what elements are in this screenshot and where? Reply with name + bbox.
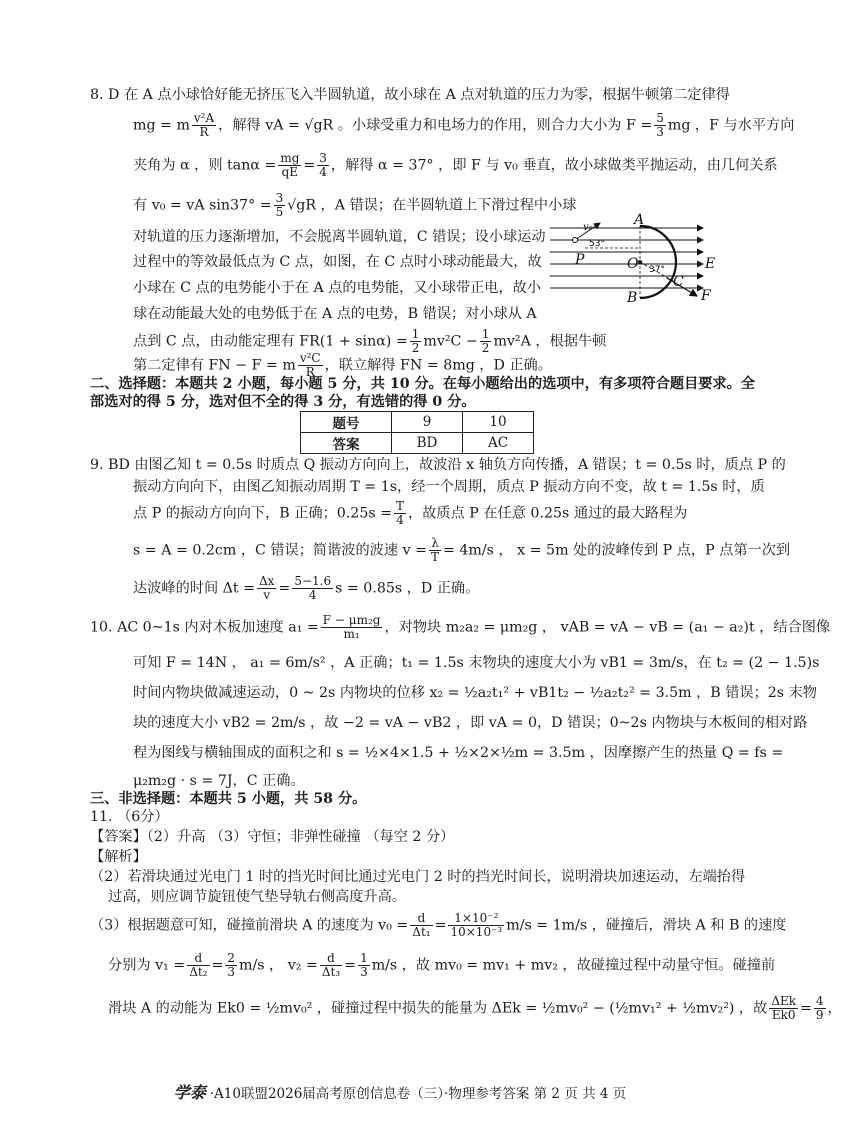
q8-line3: 夹角为 α ，则 tanα = $\frac{mg}{qE}$ = $\frac{3}{4}$ ，解得 α = 37° ，即 F 与 v₀ 垂直，故小球做类平抛运动，由几何关系 <box>133 151 778 179</box>
label-C: C <box>673 274 684 290</box>
table-header: 题号 <box>301 412 392 433</box>
fraction: $\frac{\text{v²A}}{R}$ <box>193 111 215 139</box>
label-A: A <box>634 212 645 228</box>
label-angle2: 37° <box>649 265 665 275</box>
table-cell: 10 <box>463 412 534 433</box>
label-angle1: 53° <box>589 239 605 249</box>
fraction: $\frac{1}{3}$ <box>360 951 368 979</box>
footer-text: ·A10联盟2026届高考原创信息卷（三）·物理参考答案 第 2 页 共 4 页 <box>209 1086 627 1102</box>
fraction: $\frac{4}{9}$ <box>815 994 824 1022</box>
table-row <box>301 433 534 454</box>
q8-line4: 有 v₀ = vA sin37° = $\frac{3}{5}$ √gR ，A 错误；在半圆轨道上下滑过程中小球 <box>133 191 577 219</box>
fraction: $\frac{d}{\text{Δt₁}}$ <box>412 911 431 939</box>
label-E: E <box>705 256 716 272</box>
q10-line3: 时间内物块做减速运动，0 ~ 2s 内物块的位移 x₂ = ½a₂t₁² + vB1t₂ − ½a₂t₂² = 3.5m ，B 错误；2s 末物 <box>133 685 817 701</box>
label-O: O <box>627 256 639 272</box>
fraction: $\frac{2}{3}$ <box>227 951 236 979</box>
fraction: $\frac{\text{1×10⁻²}}{\text{10×10⁻³}}$ <box>450 911 503 939</box>
label-v0: v₀ <box>583 222 593 233</box>
q8-line10: 第二定律有 FN − F = m $\frac{\text{v²C}}{R}$ ，联立解得 FN = 8mg ，D 正确。 <box>133 351 552 379</box>
page-footer <box>0 1080 800 1103</box>
fraction: $\frac{3}{4}$ <box>319 151 327 179</box>
section3-title: 三、非选择题：本题共 5 小题，共 58 分。 <box>90 791 367 807</box>
q11-line6: （3）根据题意可知，碰撞前滑块 A 的速度为 v₀ = $\frac{d}{\text{Δt₁}}$ = $\frac{\text{1×10⁻²}}{\text{10×10⁻³}}$ m/s = 1m/s ，碰撞后，滑块 A 和 B 的速度 <box>90 911 787 939</box>
table-cell: AC <box>463 433 534 454</box>
q10-line1: 10. AC 0~1s 内对木板加速度 a₁ = $\frac{\text{F − μm₂g}}{\text{m₁}}$ ，对物块 m₂a₂ = μm₂g ， vAB = vA − vB = (a₁ − a₂)t ，结合图像 <box>90 613 831 641</box>
q8-line9: 点到 C 点，由动能定理有 FR(1 + sinα) = $\frac{1}{2}$ mv²C − $\frac{1}{2}$ mv²A ，根据牛顿 <box>133 327 607 355</box>
table-cell: 9 <box>392 412 463 433</box>
fraction: $\frac{\lambda}{T}$ <box>430 536 439 564</box>
label-F: F <box>701 288 711 304</box>
fraction: $\frac{d}{\text{Δt₂}}$ <box>189 951 208 979</box>
q11-answer: 【答案】（2）升高 （3）守恒；非弹性碰撞 （每空 2 分） <box>90 829 455 845</box>
table-row <box>301 412 534 433</box>
q9-line4: s = A = 0.2cm ，C 错误；简谐波的波速 v = $\frac{\lambda}{T}$ = 4m/s ， x = 5m 处的波峰传到 P 点，P 点第一次到 <box>133 536 791 564</box>
fraction: $\frac{T}{4}$ <box>396 499 405 527</box>
publisher-logo: 学泰 <box>173 1083 206 1102</box>
q10-line4: 块的速度大小 vB2 = 2m/s ，故 −2 = vA − vB2 ，即 vA = 0，D 错误；0~2s 内物块与木板间的相对路 <box>133 715 808 731</box>
q11-line4: （2）若滑块通过光电门 1 时的挡光时间比通过光电门 2 时的挡光时间长，说明滑块加速运动，左端抬得 <box>90 869 746 885</box>
q8-line2: mg = m $\frac{\text{v²A}}{R}$ ，解得 vA = √gR 。小球受重力和电场力的作用，则合力大小为 F = $\frac{5}{3}$ mg ，F 与水平方向 <box>133 111 795 139</box>
q10-line5: 程为图线与横轴围成的面积之和 s = ½×4×1.5 + ½×2×½m = 3.5m ，因摩擦产生的热量 Q = fs = <box>133 745 784 761</box>
label-P: P <box>575 252 585 268</box>
q11-analysis-label: 【解析】 <box>90 849 147 865</box>
fraction: $\frac{mg}{qE}$ <box>280 151 300 179</box>
q8-line1: 8. D 在 A 点小球恰好能无挤压飞入半圆轨道，故小球在 A 点对轨道的压力为零，根据牛顿第二定律得 <box>90 87 730 103</box>
semicircle-track <box>640 226 676 298</box>
fraction: $\frac{5-1.6}{4}$ <box>294 574 332 602</box>
q8-line8: 球在动能最大处的电势低于在 A 点的电势，B 错误；对小球从 A <box>133 306 537 322</box>
field-diagram <box>545 212 720 310</box>
fraction: $\frac{\Delta x}{v}$ <box>258 574 275 602</box>
q9-line5: 达波峰的时间 Δt = $\frac{\Delta x}{v}$ = $\frac{5-1.6}{4}$ s = 0.85s ，D 正确。 <box>133 574 480 602</box>
q11-line5: 过高，则应调节旋钮使气垫导轨右侧高度升高。 <box>108 889 406 905</box>
table-cell: BD <box>392 433 463 454</box>
fraction: $\frac{\text{F − μm₂g}}{\text{m₁}}$ <box>322 613 381 641</box>
section2-line1: 二、选择题：本题共 2 小题，每小题 5 分，共 10 分。在每小题给出的选项中，有多项符合题目要求。全 <box>90 376 756 392</box>
fraction: $\frac{3}{5}$ <box>275 191 284 219</box>
q11-line8: 滑块 A 的动能为 Ek0 = ½mv₀² ，碰撞过程中损失的能量为 ΔEk = ½mv₀² − (½mv₁² + ½mv₂²) ，故 $\frac{\text{ΔEk}}{Ek0}$ = $\frac{4}{9}$ ， <box>108 994 842 1022</box>
fraction: $\frac{d}{\text{Δt₃}}$ <box>321 951 341 979</box>
q10-line2: 可知 F = 14N ， a₁ = 6m/s² ，A 正确；t₁ = 1.5s 末物块的速度大小为 vB1 = 3m/s，在 t₂ = (2 − 1.5)s <box>133 655 820 671</box>
fraction: $\frac{1}{2}$ <box>411 327 420 355</box>
fraction: $\frac{\text{v²C}}{R}$ <box>299 351 321 379</box>
label-B: B <box>627 290 638 306</box>
q9-line2: 振动方向向下，由图乙知振动周期 T = 1s，经一个周期，质点 P 振动方向不变，故 t = 1.5s 时，质 <box>133 479 765 495</box>
fraction: $\frac{5}{3}$ <box>656 111 664 139</box>
section2-line2: 部选对的得 5 分，选对但不全的得 3 分，有选错的得 0 分。 <box>90 394 476 410</box>
q11-line1: 11. （6分） <box>90 809 169 825</box>
table-header: 答案 <box>301 433 392 454</box>
q9-line1: 9. BD 由图乙知 t = 0.5s 时质点 Q 振动方向向上，故波沿 x 轴负方向传播，A 错误；t = 0.5s 时，质点 P 的 <box>90 457 786 473</box>
q11-line7: 分别为 v₁ = $\frac{d}{\text{Δt₂}}$ = $\frac{2}{3}$ m/s ， v₂ = $\frac{d}{\text{Δt₃}}$ = $\frac{1}{3}$ m/s ，故 mv₀ = mv₁ + mv₂ ，故碰撞过程中动量守恒。碰撞前 <box>108 951 776 979</box>
fraction: $\frac{\text{ΔEk}}{Ek0}$ <box>771 994 797 1022</box>
q8-line6: 过程中的等效最低点为 C 点，如图，在 C 点时小球动能最大，故 <box>133 254 542 270</box>
q9-line3: 点 P 的振动方向向下，B 正确；0.25s = $\frac{T}{4}$ ，故质点 P 在任意 0.25s 通过的最大路程为 <box>133 499 688 527</box>
q8-line5: 对轨道的压力逐渐增加，不会脱离半圆轨道，C 错误；设小球运动 <box>133 229 546 245</box>
q8-line7: 小球在 C 点的电势能小于在 A 点的电势能，又小球带正电，故小 <box>133 280 542 296</box>
q10-line6: μ₂m₂g · s = 7J，C 正确。 <box>133 773 305 789</box>
answer-table <box>300 411 534 454</box>
fraction: $\frac{1}{2}$ <box>481 327 490 355</box>
